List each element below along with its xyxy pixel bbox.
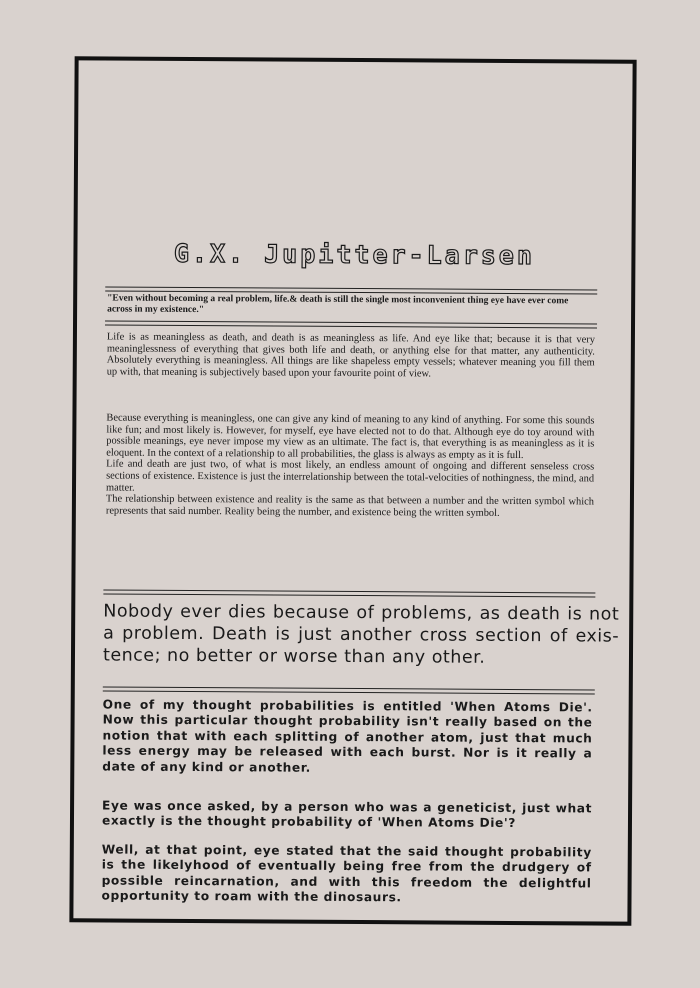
divider-middle xyxy=(103,589,595,597)
statement-text: Nobody ever dies because of problems, as death is not a problem. Death is just another cross section of exis-tence; no better or worse than any other. xyxy=(102,601,620,668)
body-paragraph: Life is as meaningless as death, and death is as meaningless as life. And eye like that; because it is that very meaninglessness of everything that gives both life and death, or anything else for that matter, any authenticity. Absolutely everything is meaningless. All things are like shapeless empty vessels; whatever meaning you fill them up with, that meaning is subjectively based upon your favourite point of view. xyxy=(106,331,595,380)
bold-paragraph: Eye was once asked, by a person who was a geneticist, just what exactly is the thought probability of 'When Atoms Die'? xyxy=(101,798,593,831)
bold-paragraph: One of my thought probabilities is entitled 'When Atoms Die'. Now this particular thought probability isn't really based on the notion that with each splitting of another atom, just that much less energy may be released with each burst. Nor is it really a date of any kind or another. xyxy=(102,697,593,775)
bold-paragraph: Well, at that point, eye stated that the said thought probability is the likelyhood of eventually being free from the drudgery of possible reincarnation, and with this freedom the delightful opportunity to roam with the dinosaurs. xyxy=(101,842,592,905)
body-paragraph: Because everything is meaningless, one can give any kind of meaning to any kind of anything. For some this sounds like fun; and most likely is. However, for myself, eye have elected not to do that. Although eye do toy around with possible meanings, eye never impose my view as an ultimate. The fact is, that everything is as meaningless as it is eloquent. In the context of a relationship to all probabilities, the glass is always as empty as it is full. xyxy=(106,412,595,461)
page-title: G.X. Jupitter-Larsen xyxy=(173,238,536,271)
bold-section-1 xyxy=(102,697,592,777)
page-frame xyxy=(69,56,636,925)
divider-quote xyxy=(105,320,597,328)
body-paragraph: Life and death are just two, of what is most likely, an endless amount of ongoing and different senseless cross sections of existence. Existence is just the interrelationship between the total-velocities of nothingness, the mind, and matter. xyxy=(105,458,595,494)
bold-section-3 xyxy=(101,842,591,907)
body-section-1 xyxy=(107,331,595,380)
bold-section-2 xyxy=(102,798,592,832)
body-section-2 xyxy=(106,412,595,519)
body-paragraph: The relationship between existence and reality is the same as that between a number and the written symbol which represents that said number. Reality being the number, and existence being the written symbol. xyxy=(105,493,594,519)
epigraph-quote: "Even without becoming a real problem, life.& death is still the single most inconvenient thing eye have ever come across in my existence." xyxy=(107,293,569,316)
divider-lower xyxy=(103,686,595,694)
